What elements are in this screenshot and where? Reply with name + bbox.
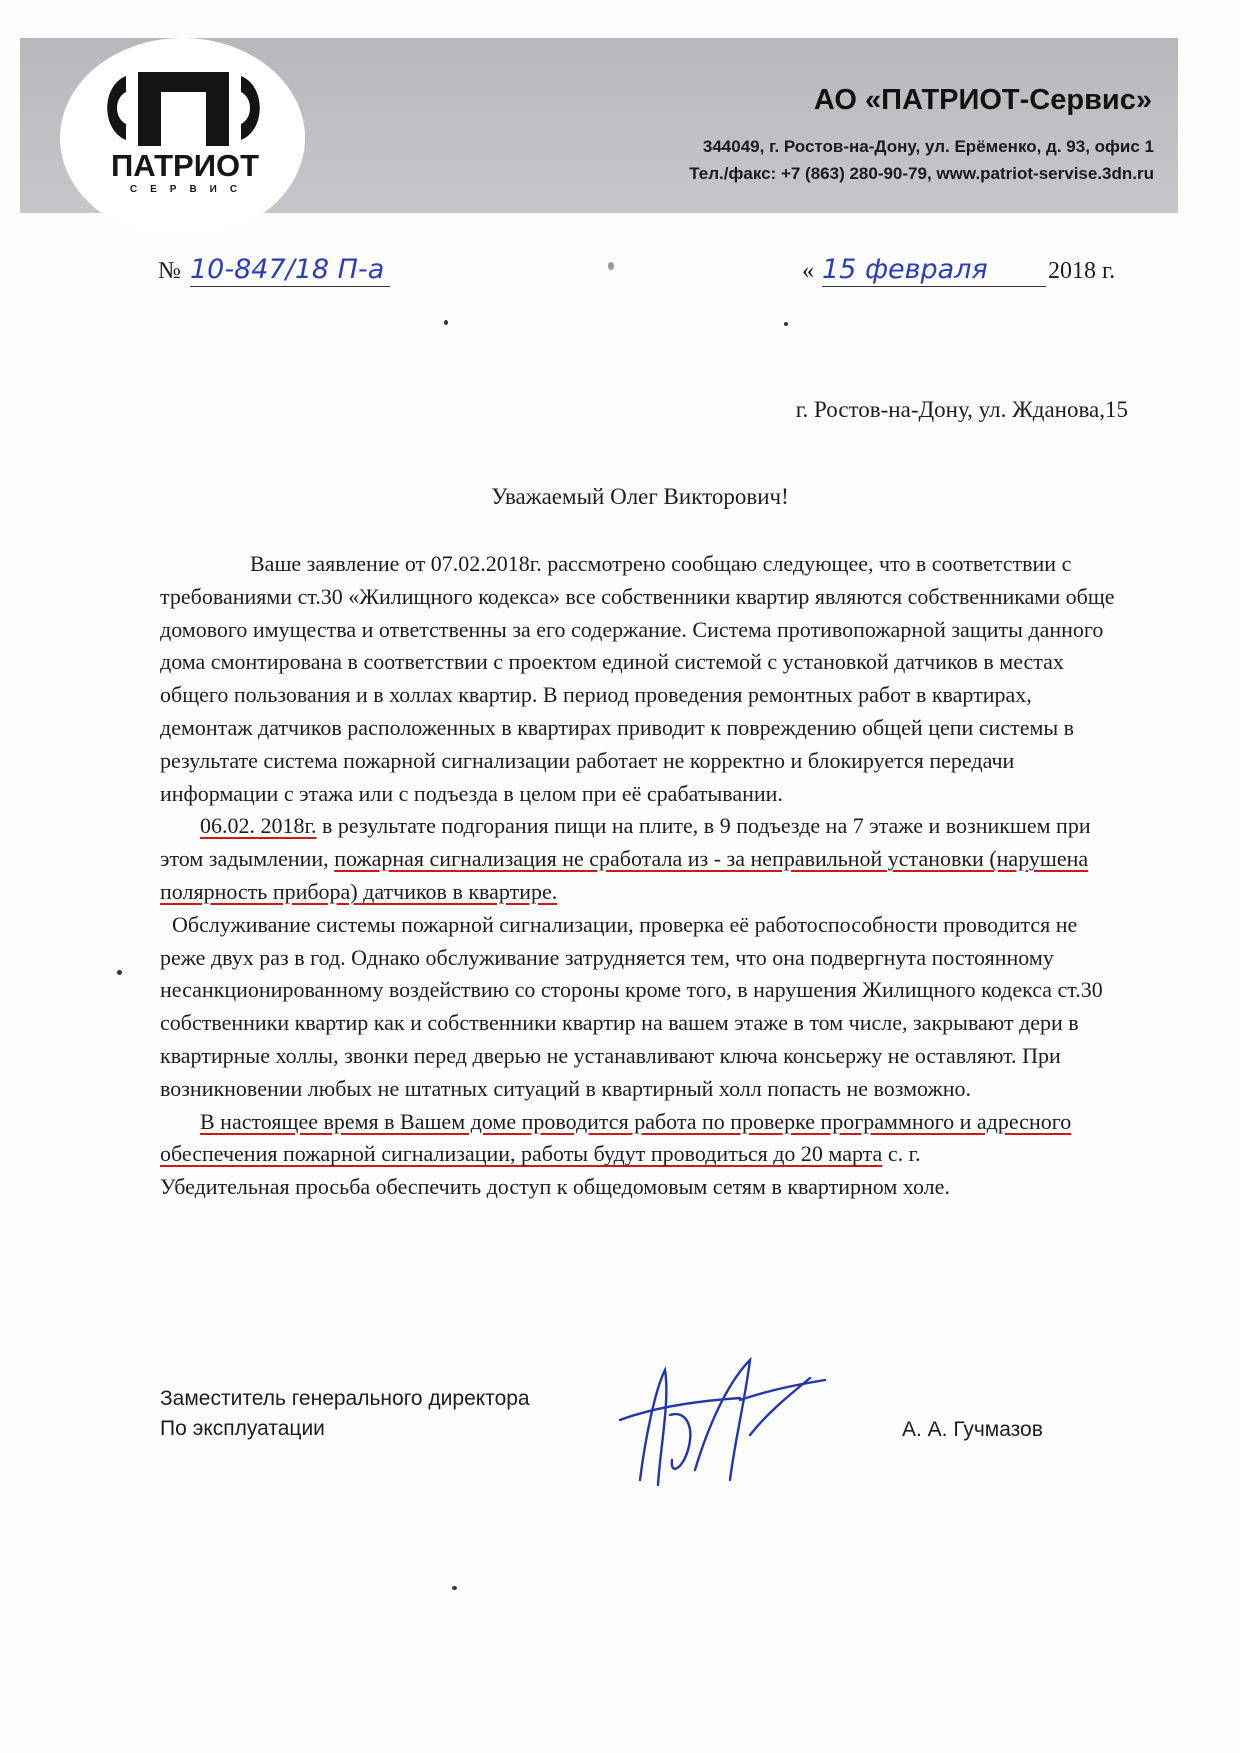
company-name: АО «ПАТРИОТ-Сервис» <box>813 84 1152 116</box>
handwritten-signature <box>600 1340 830 1490</box>
incident-date: 06.02. 2018г. <box>200 813 317 839</box>
scan-speck <box>444 320 448 325</box>
paragraph-1: Ваше заявление от 07.02.2018г. рассмотрено сообщаю следующее, что в соответствии с требованиями ст.30 «Жилищного кодекса» все собственники квартир являются собственниками обще домового имущества и ответственны за его содержание. Система противопожарной защиты данного дома смонтирована в соответствии с проектом единой системой с установкой датчиков в местах общего пользования и в холлах квартир. В период проведения ремонтных работ в квартирах, демонтаж датчиков расположенных в квартирах приводит к повреждению общей цепи системы в результате система пожарной сигнализации работает не корректно и блокируется передачи информации с этажа или с подъезда в целом при её срабатывании. <box>160 551 1115 806</box>
date-year: 2018 г. <box>1048 258 1116 284</box>
reference-number-handwritten: 10-847/18 П-а <box>190 254 390 287</box>
paragraph-2 <box>160 810 1126 908</box>
scan-speck <box>117 970 122 975</box>
scan-speck <box>452 1586 457 1590</box>
paragraph-2-text: в результате подгорания пищи на плите, в 9 подъезде на 7 этаже и возникшем при этом задымлении, <box>160 813 1091 872</box>
signatory-title <box>160 1384 530 1444</box>
date-handwritten: 15 февраля <box>822 254 1046 287</box>
scan-speck <box>784 322 788 326</box>
paragraph-4-highlight: В настоящее время в Вашем доме проводится работа по проверке программного и адресного обеспечения пожарной сигнализации, работы будут проводиться до 20 марта <box>160 1108 1072 1167</box>
signatory-title-line-2: По эксплуатации <box>160 1417 325 1440</box>
paragraph-4 <box>160 1106 1126 1172</box>
paragraph-3: Обслуживание системы пожарной сигнализации, проверка её работоспособности проводится не реже двух раз в год. Однако обслуживание затрудняется тем, что она подвергнута постоянному несанкционированному воздействию со стороны кроме того, в нарушения Жилищного кодекса ст.30 собственники квартир как и собственники квартир на вашем этаже в том числе, закрывают дери в квартирные холлы, звонки перед дверью не устанавливают ключа консьержу не оставляют. При возникновении любых не штатных ситуаций в квартирный холл попасть не возможно. <box>160 911 1103 1101</box>
date-quote: « <box>802 258 814 284</box>
logo-wordmark: ПАТРИОТ <box>110 148 260 183</box>
recipient-address: г. Ростов-на-Дону, ул. Жданова,15 <box>795 397 1128 422</box>
company-contacts: Тел./факс: +7 (863) 280-90-79, www.patriot-servise.3dn.ru <box>689 164 1154 183</box>
letter-body <box>160 548 1126 1204</box>
scan-speck <box>608 262 614 270</box>
paragraph-2-highlight: пожарная сигнализация не сработала из - за неправильной установки (нарушена полярность прибора) датчиков в квартире. <box>160 846 1089 904</box>
signatory-title-line-1: Заместитель генерального директора <box>160 1387 530 1410</box>
company-address: 344049, г. Ростов-на-Дону, ул. Ерёменко, д. 93, офис 1 <box>702 137 1154 156</box>
paragraph-4-tail: с. г. <box>887 1141 921 1167</box>
reference-number-label: № <box>158 258 181 284</box>
paragraph-5: Убедительная просьба обеспечить доступ к общедомовым сетям в квартирном холе. <box>160 1174 950 1200</box>
salutation: Уважаемый Олег Викторович! <box>491 484 789 509</box>
logo-mark-icon <box>96 68 271 148</box>
signatory-name: А. А. Гучмазов <box>902 1418 1043 1441</box>
logo-subtitle: СЕРВИС <box>129 184 251 195</box>
